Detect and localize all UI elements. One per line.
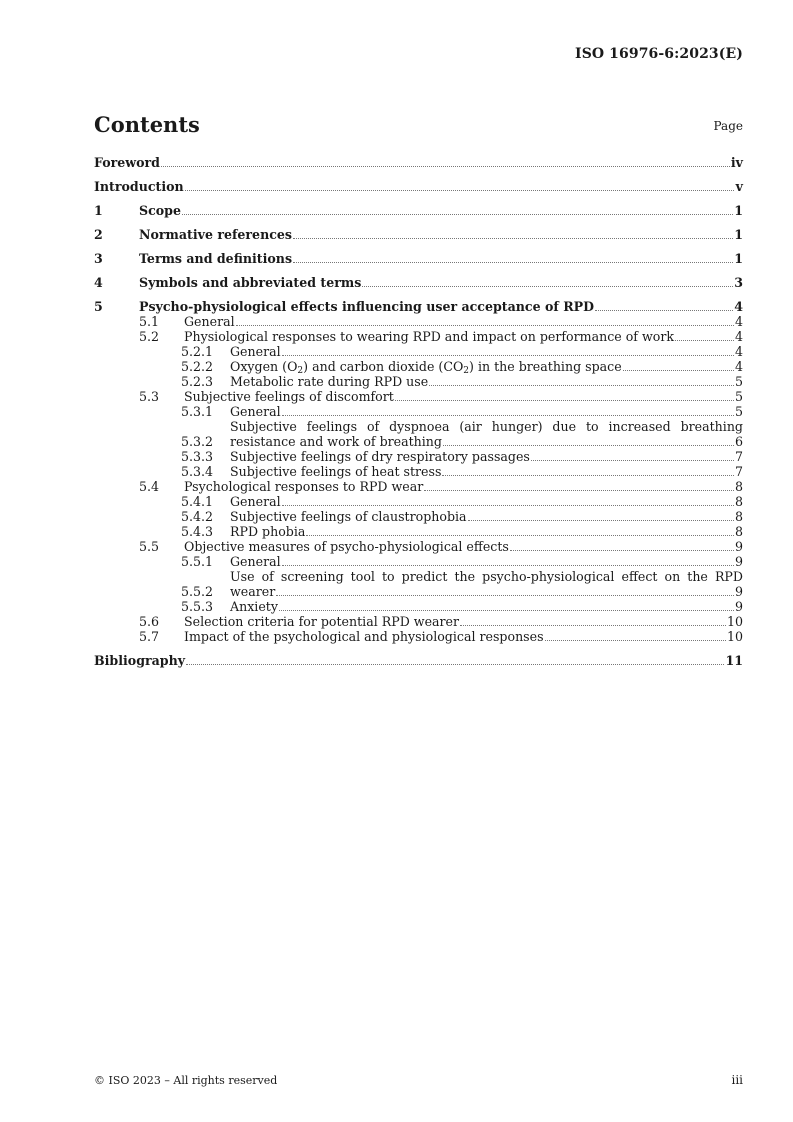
dot-leader — [468, 520, 734, 521]
toc-entry-page: 8 — [734, 479, 743, 494]
toc-entry-number: 5 — [94, 299, 103, 314]
toc-entry-title: Subjective feelings of discomfort — [184, 389, 394, 404]
toc-entry-title: Anxiety — [230, 599, 278, 614]
toc-entry[interactable] — [94, 203, 743, 218]
dot-leader — [429, 385, 734, 386]
toc-entry-page: 4 — [734, 299, 743, 314]
toc-entry-title-block — [230, 419, 743, 449]
toc-entry[interactable] — [94, 614, 743, 629]
toc-entry-title: Foreword — [94, 155, 160, 170]
toc-entry-body — [94, 653, 743, 668]
toc-entry-page: 5 — [734, 374, 743, 389]
table-of-contents — [94, 155, 743, 668]
toc-entry[interactable] — [94, 464, 743, 479]
dot-leader — [182, 214, 733, 215]
toc-entry-title: General — [230, 554, 281, 569]
dot-leader — [185, 190, 734, 191]
toc-entry-title-line2-row — [230, 434, 743, 449]
toc-entry[interactable] — [94, 539, 743, 554]
dot-leader — [306, 535, 734, 536]
toc-entry[interactable] — [94, 299, 743, 314]
dot-leader — [623, 370, 734, 371]
toc-entry-number: 5.2.3 — [181, 374, 214, 389]
page-number: iii — [731, 1073, 743, 1087]
dot-leader — [675, 340, 734, 341]
toc-entry[interactable] — [94, 227, 743, 242]
toc-entry-page: 9 — [734, 599, 743, 614]
toc-entry[interactable] — [94, 344, 743, 359]
toc-entry-body — [184, 614, 743, 629]
toc-entry-title: General — [230, 404, 281, 419]
toc-entry-number: 5.6 — [139, 614, 160, 629]
toc-entry-number: 5.3.4 — [181, 464, 214, 479]
toc-entry-number: 5.3.3 — [181, 449, 214, 464]
toc-entry[interactable] — [94, 449, 743, 464]
toc-entry-page: 8 — [734, 509, 743, 524]
toc-entry-number: 5.4.3 — [181, 524, 214, 539]
document-id: ISO 16976-6:2023(E) — [575, 46, 743, 62]
toc-entry[interactable] — [94, 629, 743, 644]
toc-entry-title-line2-row — [230, 584, 743, 599]
dot-leader — [545, 640, 726, 641]
toc-entry-body — [184, 389, 743, 404]
toc-entry-title: Impact of the psychological and physiological responses — [184, 629, 544, 644]
toc-entry-body — [139, 299, 743, 314]
title-part: ) and carbon dioxide (CO — [303, 359, 464, 374]
toc-entry-title: General — [184, 314, 235, 329]
toc-entry-page: 4 — [734, 344, 743, 359]
toc-entry-number: 5.3 — [139, 389, 160, 404]
dot-leader — [282, 505, 734, 506]
toc-entry-body — [230, 464, 743, 479]
toc-entry-body — [230, 494, 743, 509]
contents-heading: Contents — [94, 112, 200, 137]
toc-entry-page: 8 — [734, 494, 743, 509]
toc-entry-number: 5.3.1 — [181, 404, 214, 419]
toc-entry[interactable] — [94, 389, 743, 404]
toc-entry-title: Scope — [139, 203, 181, 218]
toc-entry-page: 6 — [734, 434, 743, 449]
toc-entry-page: 4 — [734, 359, 743, 374]
toc-entry[interactable] — [94, 179, 743, 194]
toc-entry-number: 5.2.1 — [181, 344, 214, 359]
toc-entry-number: 5.5 — [139, 539, 160, 554]
toc-entry-number: 3 — [94, 251, 103, 266]
toc-entry-body — [230, 374, 743, 389]
toc-entry-page: iv — [730, 155, 743, 170]
toc-entry-page: 4 — [734, 329, 743, 344]
toc-entry-page: 3 — [734, 275, 743, 290]
toc-entry-number: 5.5.1 — [181, 554, 214, 569]
toc-entry-body — [230, 554, 743, 569]
toc-entry[interactable] — [94, 419, 743, 449]
toc-entry-body — [230, 599, 743, 614]
toc-entry[interactable] — [94, 314, 743, 329]
dot-leader — [293, 238, 733, 239]
dot-leader — [595, 310, 733, 311]
toc-entry-title: Subjective feelings of heat stress — [230, 464, 442, 479]
toc-entry-body — [184, 329, 743, 344]
toc-entry[interactable] — [94, 359, 743, 374]
toc-entry-page: 5 — [734, 389, 743, 404]
dot-leader — [282, 355, 734, 356]
dot-leader — [510, 550, 734, 551]
toc-entry[interactable] — [94, 524, 743, 539]
toc-entry[interactable] — [94, 569, 743, 599]
toc-entry-title: RPD phobia — [230, 524, 306, 539]
toc-entry-body — [230, 344, 743, 359]
toc-entry-title-line2: wearer — [230, 584, 276, 599]
toc-entry-body — [230, 404, 743, 419]
toc-entry-title: General — [230, 344, 281, 359]
toc-entry-title: Objective measures of psycho-physiological effects — [184, 539, 509, 554]
dot-leader — [236, 325, 734, 326]
dot-leader — [161, 166, 730, 167]
dot-leader — [282, 565, 734, 566]
toc-entry-page: 1 — [734, 203, 743, 218]
title-part: ) in the breathing space — [469, 359, 622, 374]
toc-entry-title-line2: resistance and work of breathing — [230, 434, 442, 449]
toc-entry[interactable] — [94, 155, 743, 170]
toc-entry-title: Terms and definitions — [139, 251, 293, 266]
toc-entry-title-line1: Subjective feelings of dyspnoea (air hunger) due to increased breathing — [230, 419, 743, 434]
toc-entry-title: Introduction — [94, 179, 184, 194]
toc-entry[interactable] — [94, 251, 743, 266]
toc-entry-body — [230, 509, 743, 524]
toc-entry-title: Subjective feelings of claustrophobia — [230, 509, 467, 524]
toc-entry-number: 5.7 — [139, 629, 160, 644]
dot-leader — [442, 475, 734, 476]
dot-leader — [293, 262, 733, 263]
toc-entry-body — [139, 251, 743, 266]
toc-entry-body — [94, 155, 743, 170]
subscript: 2 — [297, 366, 304, 376]
toc-entry-number: 5.1 — [139, 314, 160, 329]
toc-entry-page: 7 — [734, 449, 743, 464]
toc-entry-number: 5.5.2 — [181, 584, 214, 599]
toc-entry-page: 7 — [734, 464, 743, 479]
title-part: Oxygen (O — [230, 359, 298, 374]
toc-entry[interactable] — [94, 554, 743, 569]
toc-entry-number: 1 — [94, 203, 103, 218]
toc-entry-title: Normative references — [139, 227, 293, 242]
dot-leader — [424, 490, 734, 491]
toc-entry-body — [184, 314, 743, 329]
toc-entry-page: 10 — [726, 629, 743, 644]
toc-entry-title: Symbols and abbreviated terms — [139, 275, 362, 290]
toc-entry[interactable] — [94, 329, 743, 344]
toc-entry-title: Bibliography — [94, 653, 186, 668]
toc-entry[interactable] — [94, 404, 743, 419]
toc-entry-title-line1: Use of screening tool to predict the psycho-physiological effect on the RPD — [230, 569, 743, 584]
dot-leader — [443, 445, 734, 446]
toc-entry-title: Subjective feelings of dry respiratory passages — [230, 449, 530, 464]
toc-entry-title: Psychological responses to RPD wear — [184, 479, 424, 494]
dot-leader — [282, 415, 734, 416]
dot-leader — [279, 610, 734, 611]
toc-entry-page: 1 — [734, 227, 743, 242]
toc-entry-number: 4 — [94, 275, 103, 290]
toc-entry-body — [230, 449, 743, 464]
page-column-label: Page — [713, 119, 743, 133]
copyright-notice: © ISO 2023 – All rights reserved — [94, 1074, 278, 1087]
dot-leader — [395, 400, 734, 401]
toc-entry-title: Metabolic rate during RPD use — [230, 374, 429, 389]
toc-entry[interactable] — [94, 653, 743, 668]
toc-entry-title: Physiological responses to wearing RPD and impact on performance of work — [184, 329, 674, 344]
dot-leader — [460, 625, 726, 626]
toc-entry-page: 4 — [734, 314, 743, 329]
toc-entry-number: 5.4.1 — [181, 494, 214, 509]
toc-entry-page: 9 — [734, 539, 743, 554]
toc-entry-page: 5 — [734, 404, 743, 419]
toc-entry-title-block — [230, 569, 743, 599]
toc-entry-number: 5.4 — [139, 479, 160, 494]
toc-entry-title: Psycho-physiological effects influencing user acceptance of RPD — [139, 299, 595, 314]
toc-entry-body — [184, 479, 743, 494]
toc-entry-body — [184, 629, 743, 644]
subscript: 2 — [463, 366, 470, 376]
toc-entry-page: 9 — [734, 554, 743, 569]
toc-entry-page: 9 — [734, 584, 743, 599]
dot-leader — [362, 286, 733, 287]
dot-leader — [276, 595, 734, 596]
toc-entry-body — [184, 539, 743, 554]
toc-entry-page: 8 — [734, 524, 743, 539]
toc-entry-number: 5.4.2 — [181, 509, 214, 524]
toc-entry-number: 5.2.2 — [181, 359, 214, 374]
toc-entry-body — [139, 203, 743, 218]
toc-entry-number: 5.3.2 — [181, 434, 214, 449]
toc-entry[interactable] — [94, 479, 743, 494]
toc-entry[interactable] — [94, 374, 743, 389]
toc-entry-page: 11 — [725, 653, 743, 668]
toc-entry-body — [139, 275, 743, 290]
toc-entry[interactable] — [94, 509, 743, 524]
toc-entry-page: 1 — [734, 251, 743, 266]
dot-leader — [531, 460, 734, 461]
toc-entry-title: Selection criteria for potential RPD wearer — [184, 614, 460, 629]
toc-entry-title: General — [230, 494, 281, 509]
dot-leader — [186, 664, 724, 665]
toc-entry-number: 5.5.3 — [181, 599, 214, 614]
toc-entry-page: v — [735, 179, 743, 194]
toc-entry-body — [230, 359, 743, 374]
toc-entry[interactable] — [94, 494, 743, 509]
toc-entry-page: 10 — [726, 614, 743, 629]
toc-entry-number: 5.2 — [139, 329, 160, 344]
toc-entry[interactable] — [94, 599, 743, 614]
toc-entry-body — [230, 524, 743, 539]
toc-entry-title — [230, 359, 622, 374]
toc-entry-body — [94, 179, 743, 194]
toc-entry-number: 2 — [94, 227, 103, 242]
toc-entry-body — [139, 227, 743, 242]
toc-entry[interactable] — [94, 275, 743, 290]
